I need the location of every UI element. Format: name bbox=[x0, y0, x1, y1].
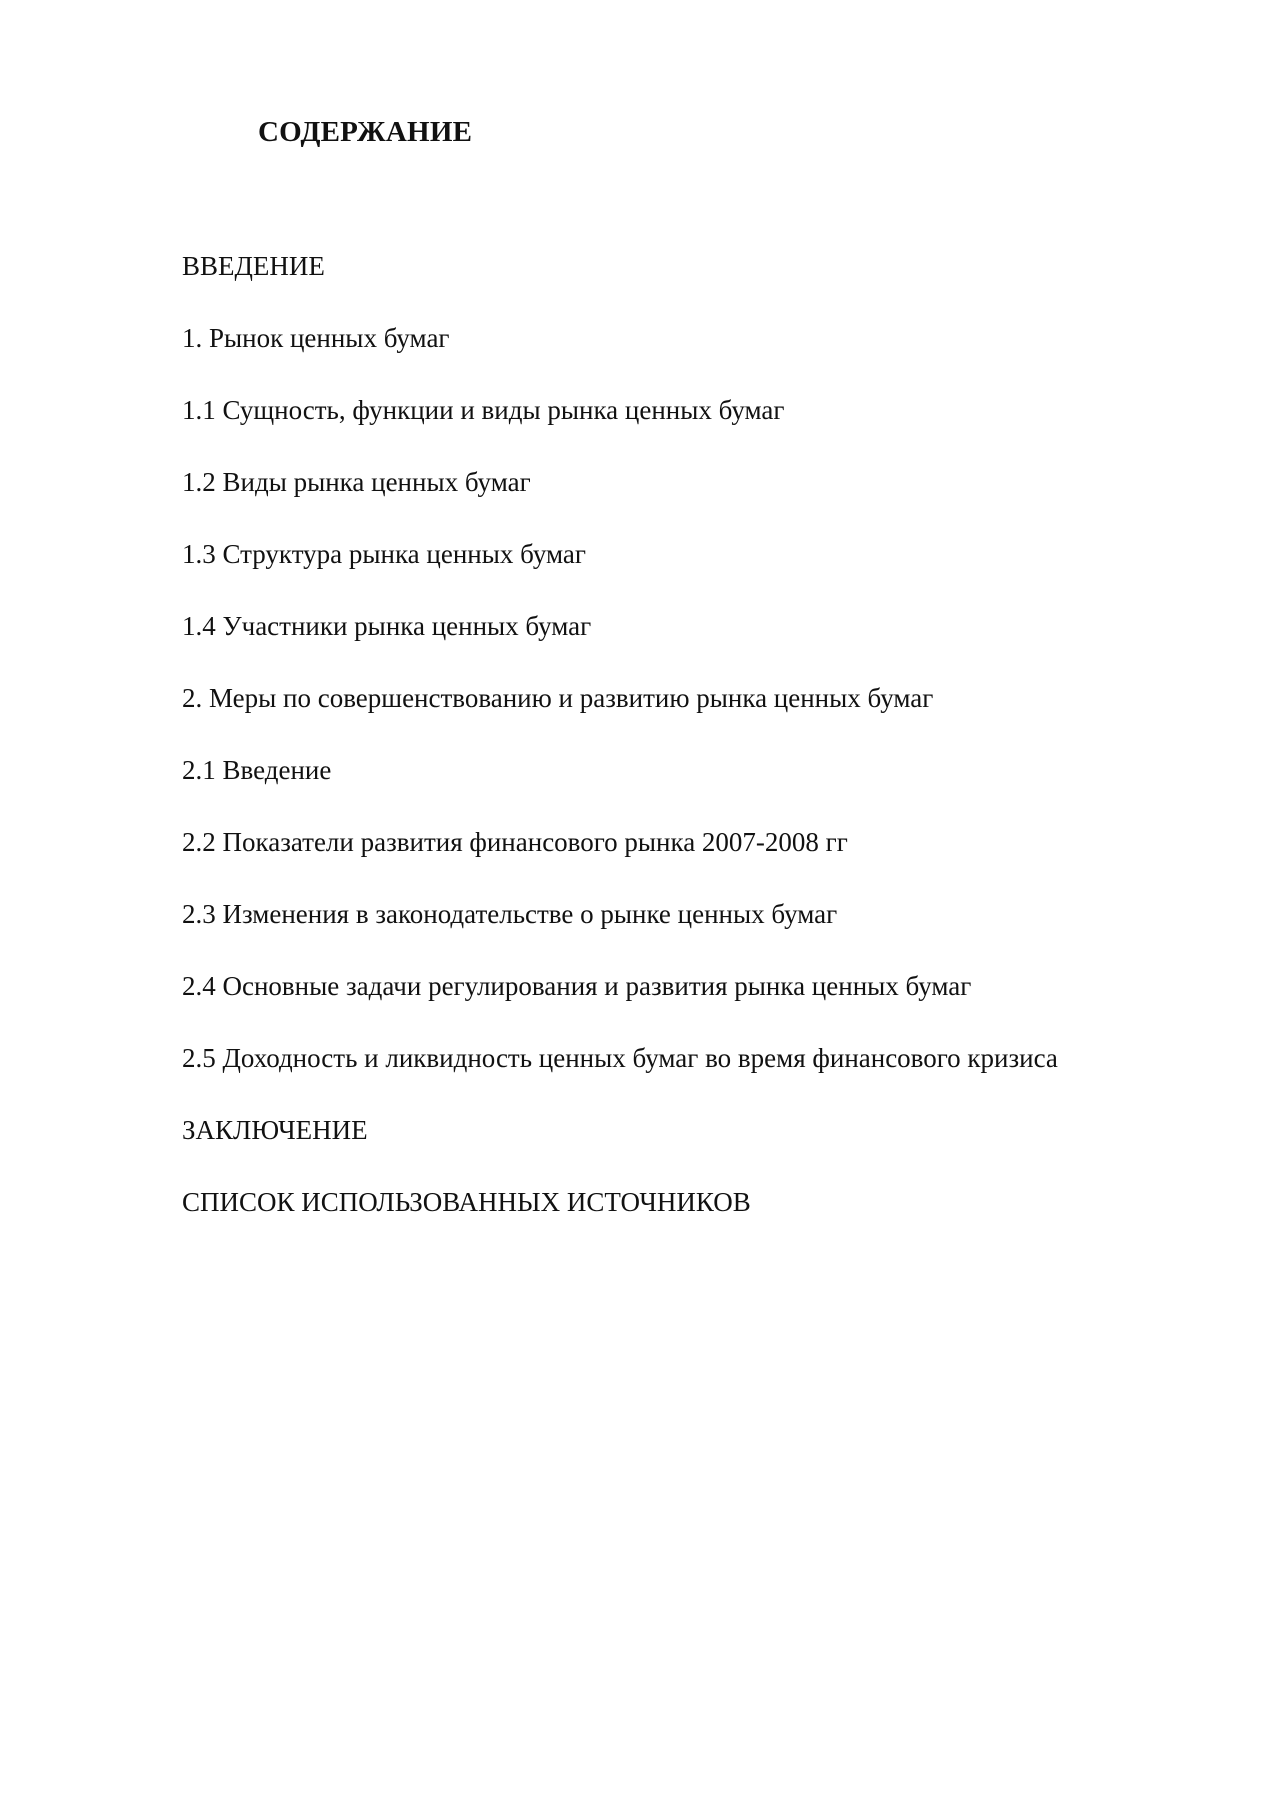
toc-item-section-2-5: 2.5 Доходность и ликвидность ценных бумаг во время финансового кризиса bbox=[182, 1043, 1058, 1073]
toc-item-section-2: 2. Меры по совершенствованию и развитию рынка ценных бумаг bbox=[182, 683, 934, 713]
toc-item-section-2-4: 2.4 Основные задачи регулирования и развития рынка ценных бумаг bbox=[182, 971, 972, 1001]
toc-title: СОДЕРЖАНИЕ bbox=[258, 116, 473, 148]
toc-item-section-1: 1. Рынок ценных бумаг bbox=[182, 323, 450, 353]
toc-item-introduction: ВВЕДЕНИЕ bbox=[182, 251, 325, 281]
toc-item-section-2-3: 2.3 Изменения в законодательстве о рынке ценных бумаг bbox=[182, 899, 838, 929]
toc-item-section-2-2: 2.2 Показатели развития финансового рынка 2007-2008 гг bbox=[182, 827, 848, 857]
toc-item-references: СПИСОК ИСПОЛЬЗОВАННЫХ ИСТОЧНИКОВ bbox=[182, 1187, 751, 1217]
toc-item-conclusion: ЗАКЛЮЧЕНИЕ bbox=[182, 1115, 368, 1145]
toc-item-section-1-4: 1.4 Участники рынка ценных бумаг bbox=[182, 611, 592, 641]
toc-item-section-1-3: 1.3 Структура рынка ценных бумаг bbox=[182, 539, 586, 569]
toc-item-section-2-1: 2.1 Введение bbox=[182, 755, 332, 785]
table-of-contents bbox=[182, 253, 1058, 1261]
toc-item-section-1-1: 1.1 Сущность, функции и виды рынка ценных бумаг bbox=[182, 395, 785, 425]
toc-item-section-1-2: 1.2 Виды рынка ценных бумаг bbox=[182, 467, 531, 497]
